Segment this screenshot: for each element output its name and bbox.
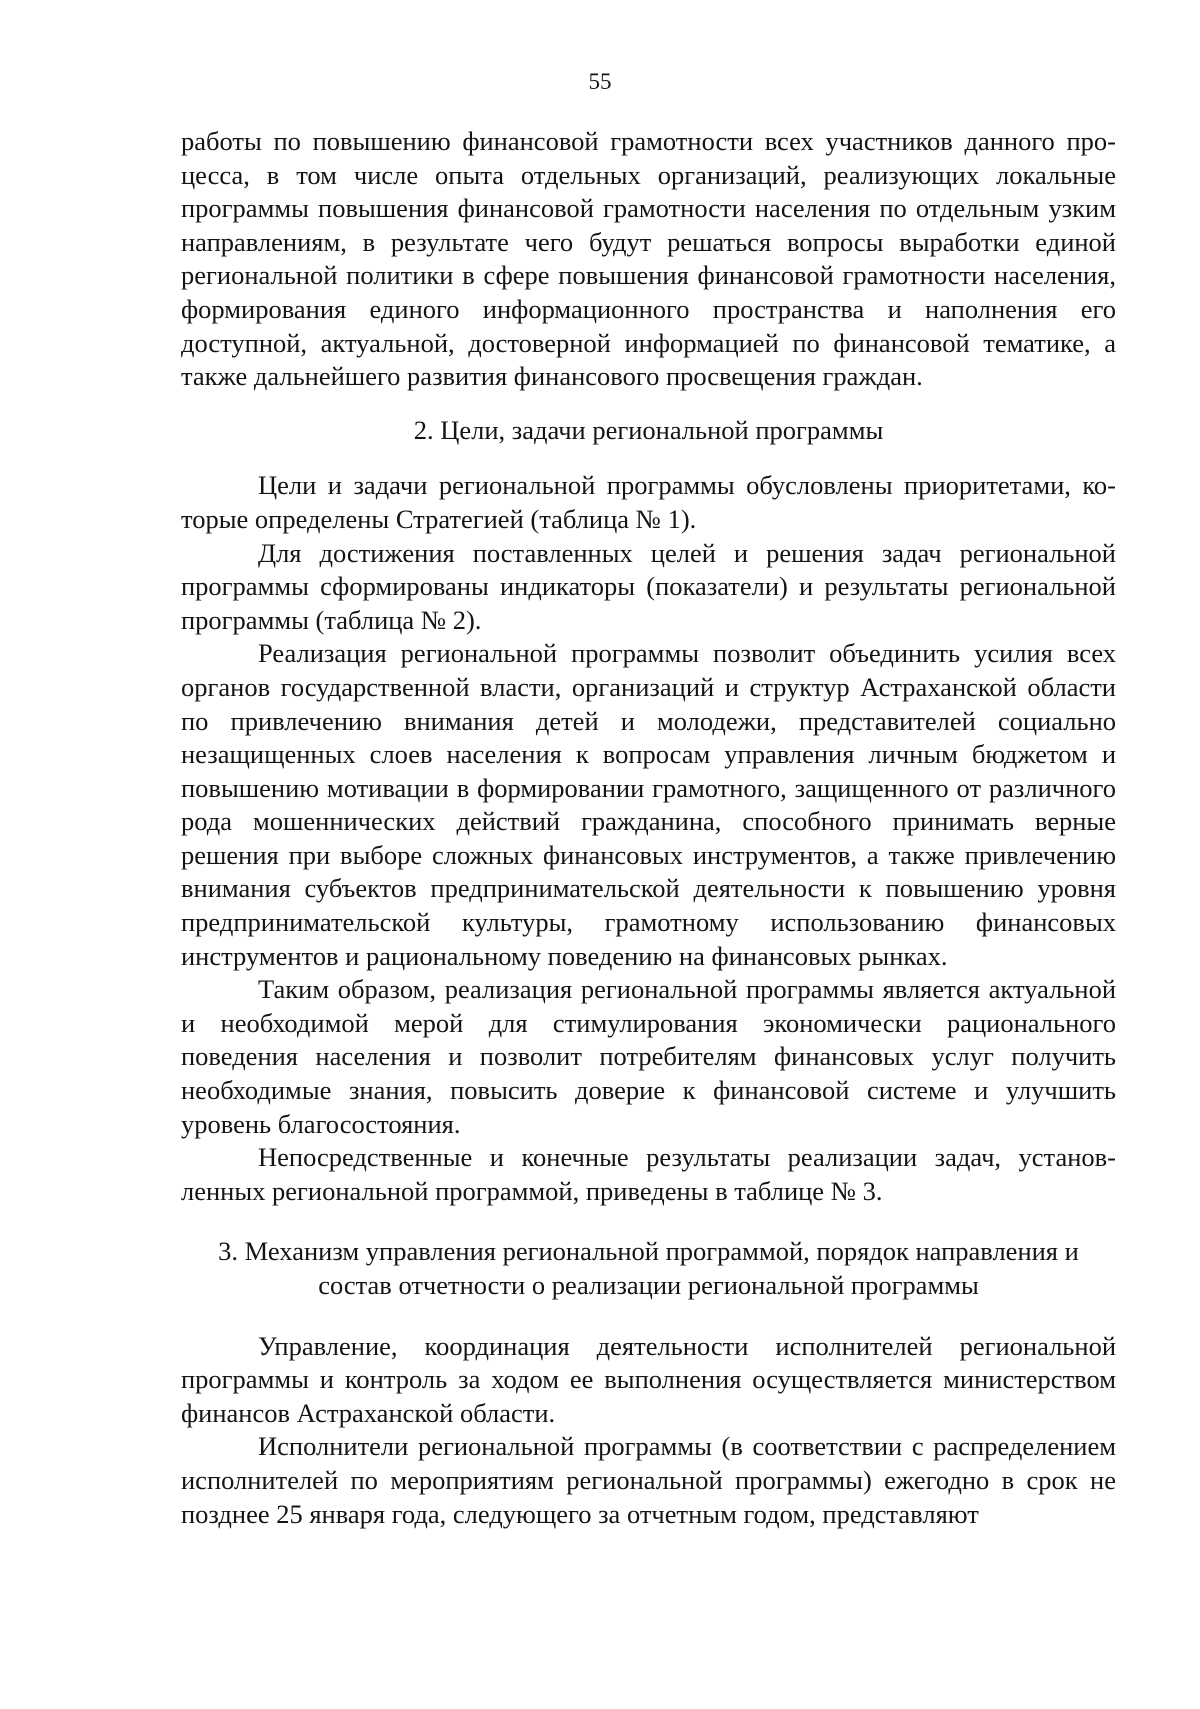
paragraph-indicators: Для достижения поставленных целей и решения задач региональной программы сформированы индикаторы (показатели) и результаты региональной программы (таблица № 2). xyxy=(181,537,1116,635)
paragraph-goals: Цели и задачи региональной программы обусловлены приоритетами, которые определены Стратегией (таблица № 1). xyxy=(181,470,1116,534)
document-body xyxy=(181,125,1116,1531)
section-2-heading: 2. Цели, задачи региональной программы xyxy=(413,414,884,445)
section-3-heading-line-2: состав отчетности о реализации региональной программы xyxy=(318,1270,979,1300)
page-number: 55 xyxy=(588,69,612,94)
section-3-heading-line-1: 3. Механизм управления региональной программой, порядок направления и xyxy=(218,1236,1079,1267)
paragraph-conclusion: Таким образом, реализация региональной программы является актуальной и необходимой мерой для стимулирования экономически рационального поведения населения и позволит потребителям финансовых услуг получить необходимые знания, повысить доверие к финансовой системе и улучшить уровень благосостояния. xyxy=(181,974,1116,1139)
paragraph-executors: Исполнители региональной программы (в соответствии с распределением исполнителей по мероприятиям региональной программы) ежегодно в срок не позднее 25 января года, следующего за отчетным годом, представляют xyxy=(181,1431,1116,1529)
paragraph-results: Непосредственные и конечные результаты реализации задач, установленных региональной программой, приведены в таблице № 3. xyxy=(181,1142,1116,1206)
section-3-heading xyxy=(181,1235,1116,1302)
paragraph-implementation: Реализация региональной программы позволит объединить усилия всех органов государственной власти, организаций и структур Астраханской области по привлечению внимания детей и молодежи, представителей социально незащищенных слоев населения к вопросам управления личным бюджетом и повышению мотивации в формировании грамотного, защищенного от различного рода мошеннических действий гражданина, способного принимать верные решения при выборе сложных финансовых инструментов, а также привлечению внимания субъектов предпринимательской деятельности к повышению уровня предпринимательской культуры, грамотному использованию финансовых инструментов и рациональному поведению на финансовых рынках. xyxy=(181,638,1116,971)
paragraph-intro-continuation: работы по повышению финансовой грамотности всех участников данного процесса, в том числе опыта отдельных организаций, реализующих локальные программы повышения финансовой грамотности населения по отдельным узким направлениям, в результате чего будут решаться вопросы выработки единой региональной политики в сфере повышения финансовой грамотности населения, формирования единого информационного пространства и наполнения его доступной, актуальной, достоверной информацией по финансовой тематике, а также дальнейшего развития финансового просвещения граждан. xyxy=(181,126,1116,392)
paragraph-management: Управление, координация деятельности исполнителей региональной программы и контроль за ходом ее выполнения осуществляется министерством финансов Астраханской области. xyxy=(181,1330,1116,1428)
